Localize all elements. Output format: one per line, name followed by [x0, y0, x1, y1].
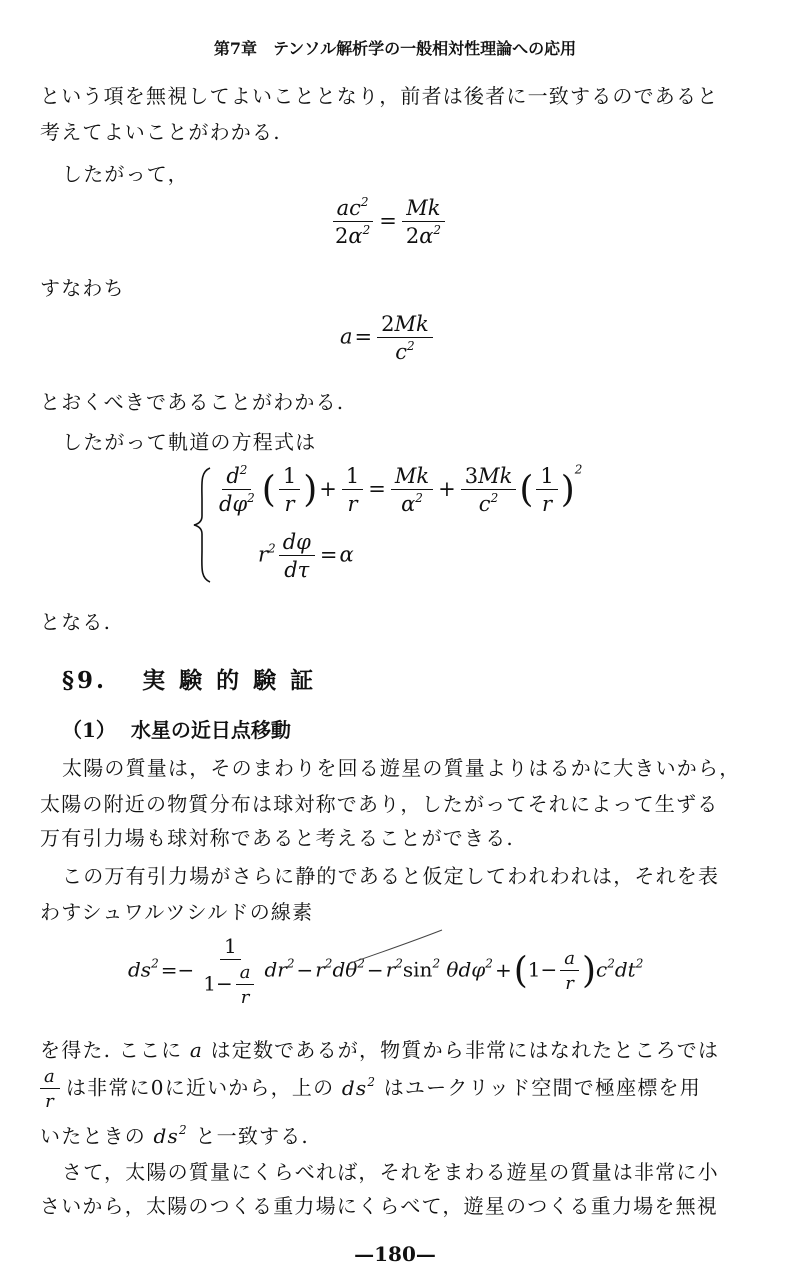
schwarzschild-line-element: $ds^2$ =− 1 1− $\frac{a}{r}$ $dr^2 - r^2d\theta^2 - r^2\sin^2$ θdφ$^2$ +(1− $\frac{a}{r}$ )$c^2dt^2$: [128, 934, 644, 1008]
text-span: いたときの: [40, 1124, 146, 1148]
text-line: したがって，: [62, 162, 189, 186]
angular-momentum-equation: $r^2$ $\frac{d\varphi}{d\tau}$ =α: [258, 530, 354, 582]
text-line: を得た. ここに a は定数であるが，物質から非常にはなれたところでは: [40, 1038, 720, 1062]
system-brace: [190, 466, 214, 584]
text-line: となる.: [40, 610, 112, 634]
subsection-heading: [62, 714, 291, 743]
text-span: は定数であるが，物質から非常にはなれたところでは: [210, 1038, 720, 1062]
equation-2: a= $\frac{2Mk}{c^2}$: [340, 312, 436, 364]
text-span: に近いから，上の: [164, 1075, 335, 1100]
text-line: 太陽の附近の物質分布は球対称であり，したがってそれによって生ずる: [40, 792, 719, 816]
text-line: 考えてよいことがわかる.: [40, 120, 281, 144]
text-line: わすシュワルツシルドの線素: [40, 900, 314, 924]
text-line: したがって軌道の方程式は: [62, 430, 317, 454]
section-label: §9.: [62, 667, 108, 694]
text-span: は非常に: [65, 1075, 151, 1100]
running-header: 第7章 テンソル解析学の一般相対性理論への応用: [213, 39, 577, 58]
text-line: という項を無視してよいこととなり，前者は後者に一致するのであると: [40, 84, 719, 108]
text-span: を得た. ここに: [40, 1038, 183, 1062]
equation-1: $\frac{ac^2}{2\alpha^2}$ = $\frac{Mk}{2\alpha^2}$: [328, 196, 448, 248]
text-line: さて，太陽の質量にくらべれば，それをまわる遊星の質量は非常に小: [62, 1160, 719, 1184]
page-number: —180—: [354, 1242, 436, 1266]
orbit-equation: $\frac{d^2}{d\varphi^2}$ ( $\frac{1}{r}$ )+ $\frac{1}{r}$ = $\frac{Mk}{\alpha^2}$ + $\frac{3Mk}{c^2}$ ( $\frac{1}{r}$ )$^2$: [219, 462, 583, 516]
pencil-stroke: [346, 928, 446, 968]
text-span: 0: [150, 1075, 165, 1100]
text-line: この万有引力場がさらに静的であると仮定してわれわれは，それを表: [62, 864, 720, 888]
section-heading: [62, 662, 316, 695]
text-line: さいから，太陽のつくる重力場にくらべて，遊星のつくる重力場を無視: [40, 1194, 718, 1218]
text-line: 万有引力場も球対称であると考えることができる.: [40, 826, 514, 850]
subsection-title: 水星の近日点移動: [130, 718, 291, 742]
text-line: いたときの $ds^2$ と一致する.: [40, 1123, 309, 1148]
text-line: $\frac{a}{r}$ は非常に0に近いから，上の $ds^2$ はユークリッド空間で極座標を用: [40, 1066, 701, 1112]
text-line: 太陽の質量は，そのまわりを回る遊星の質量よりはるかに大きいから，: [62, 756, 741, 780]
text-line: すなわち: [40, 276, 125, 300]
text-line: とおくべきであることがわかる.: [40, 390, 345, 414]
section-title: 実 験 的 験 証: [142, 667, 317, 694]
text-span: はユークリッド空間で極座標を用: [383, 1075, 701, 1100]
subsection-label: （1）: [62, 718, 116, 742]
text-span: と一致する.: [195, 1124, 309, 1148]
